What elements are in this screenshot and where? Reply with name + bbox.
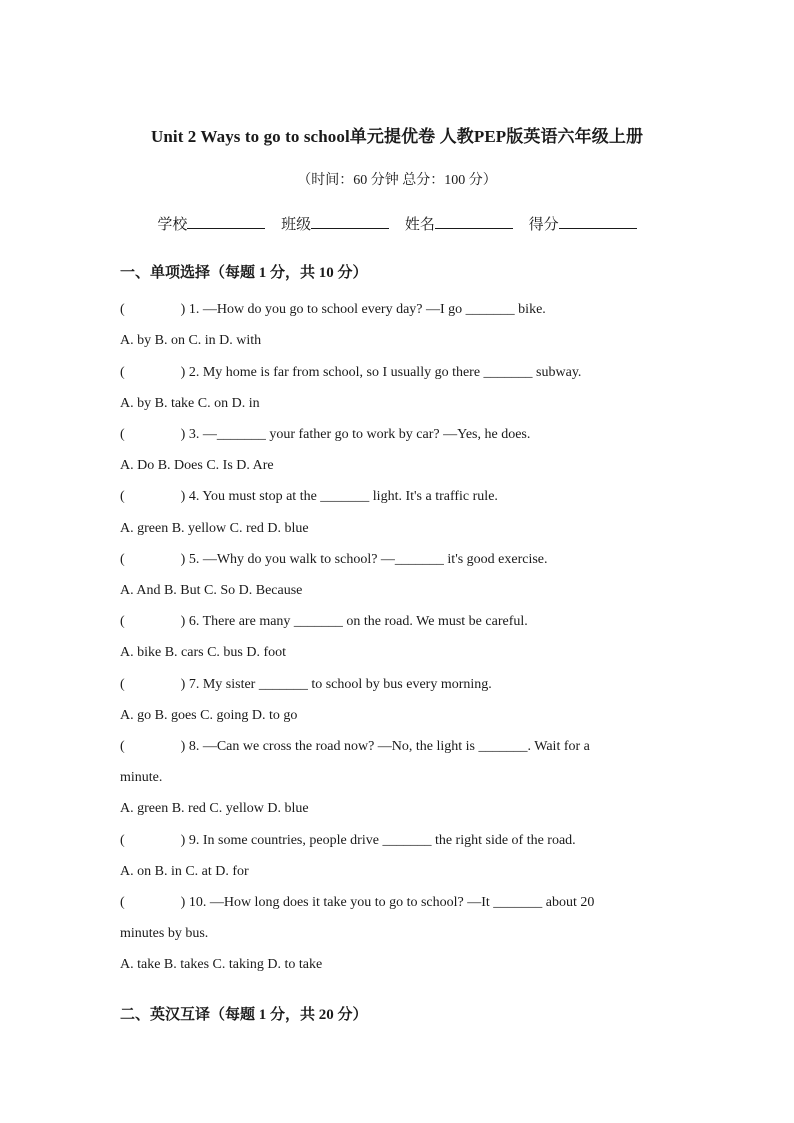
question-9-text: ) 9. In some countries, people drive _______ the right side of the road. — [180, 833, 576, 848]
question-8-continuation: minute. — [120, 770, 163, 785]
student-info-row — [0, 213, 794, 234]
section-heading-2: 二、英汉互译（每题 1 分，共 20 分） — [120, 1007, 368, 1023]
question-7: ( ) 7. My sister _______ to school by bus every morning. — [120, 677, 492, 692]
question-8: ( ) 8. —Can we cross the road now? —No, the light is _______. Wait for a — [120, 739, 590, 754]
school-blank — [187, 213, 265, 229]
question-2: ( ) 2. My home is far from school, so I usually go there _______ subway. — [120, 365, 582, 380]
question-3: ( ) 3. —_______ your father go to work by car? —Yes, he does. — [120, 427, 531, 442]
question-5: ( ) 5. —Why do you walk to school? —_______ it's good exercise. — [120, 552, 548, 567]
question-1-options: A. by B. on C. in D. with — [120, 333, 262, 348]
school-field — [157, 213, 265, 234]
question-4-text: ) 4. You must stop at the _______ light. It's a traffic rule. — [180, 489, 498, 504]
question-5-text: ) 5. —Why do you walk to school? —_______ it's good exercise. — [180, 552, 548, 567]
question-4: ( ) 4. You must stop at the _______ light. It's a traffic rule. — [120, 489, 498, 504]
question-8-options: A. green B. red C. yellow D. blue — [120, 801, 309, 816]
question-2-options: A. by B. take C. on D. in — [120, 396, 260, 411]
question-10-options: A. take B. takes C. taking D. to take — [120, 957, 323, 972]
question-7-text: ) 7. My sister _______ to school by bus every morning. — [180, 677, 492, 692]
question-3-options: A. Do B. Does C. Is D. Are — [120, 458, 274, 473]
question-2-text: ) 2. My home is far from school, so I usually go there _______ subway. — [180, 365, 582, 380]
question-10-continuation: minutes by bus. — [120, 926, 209, 941]
section-heading-1: 一、单项选择（每题 1 分，共 10 分） — [120, 265, 368, 281]
page-title: Unit 2 Ways to go to school单元提优卷 人教PEP版英语六年级上册 — [150, 127, 644, 146]
question-6: ( ) 6. There are many _______ on the road. We must be careful. — [120, 614, 528, 629]
question-9-options: A. on B. in C. at D. for — [120, 864, 249, 879]
question-6-options: A. bike B. cars C. bus D. foot — [120, 645, 287, 660]
exam-time-info: （时间：60 分钟 总分：100 分） — [297, 173, 497, 188]
question-4-options: A. green B. yellow C. red D. blue — [120, 521, 309, 536]
question-3-text: ) 3. —_______ your father go to work by car? —Yes, he does. — [180, 427, 531, 442]
name-field — [405, 213, 513, 234]
question-10: ( ) 10. —How long does it take you to go to school? —It _______ about 20 — [120, 895, 595, 910]
question-8-text: ) 8. —Can we cross the road now? —No, the light is _______. Wait for a — [180, 739, 590, 754]
question-1-text: ) 1. —How do you go to school every day? —I go _______ bike. — [180, 302, 546, 317]
question-7-options: A. go B. goes C. going D. to go — [120, 708, 298, 723]
question-6-text: ) 6. There are many _______ on the road. We must be careful. — [180, 614, 528, 629]
class-label: 班级 — [281, 217, 312, 233]
name-blank — [435, 213, 513, 229]
score-label: 得分 — [528, 217, 559, 233]
score-field — [529, 213, 637, 234]
question-9: ( ) 9. In some countries, people drive _______ the right side of the road. — [120, 833, 576, 848]
question-10-text: ) 10. —How long does it take you to go to school? —It _______ about 20 — [180, 895, 595, 910]
class-blank — [311, 213, 389, 229]
question-1: ( ) 1. —How do you go to school every day? —I go _______ bike. — [120, 302, 546, 317]
school-label: 学校 — [157, 217, 188, 233]
class-field — [281, 213, 389, 234]
question-5-options: A. And B. But C. So D. Because — [120, 583, 303, 598]
score-blank — [559, 213, 637, 229]
name-label: 姓名 — [404, 217, 435, 233]
